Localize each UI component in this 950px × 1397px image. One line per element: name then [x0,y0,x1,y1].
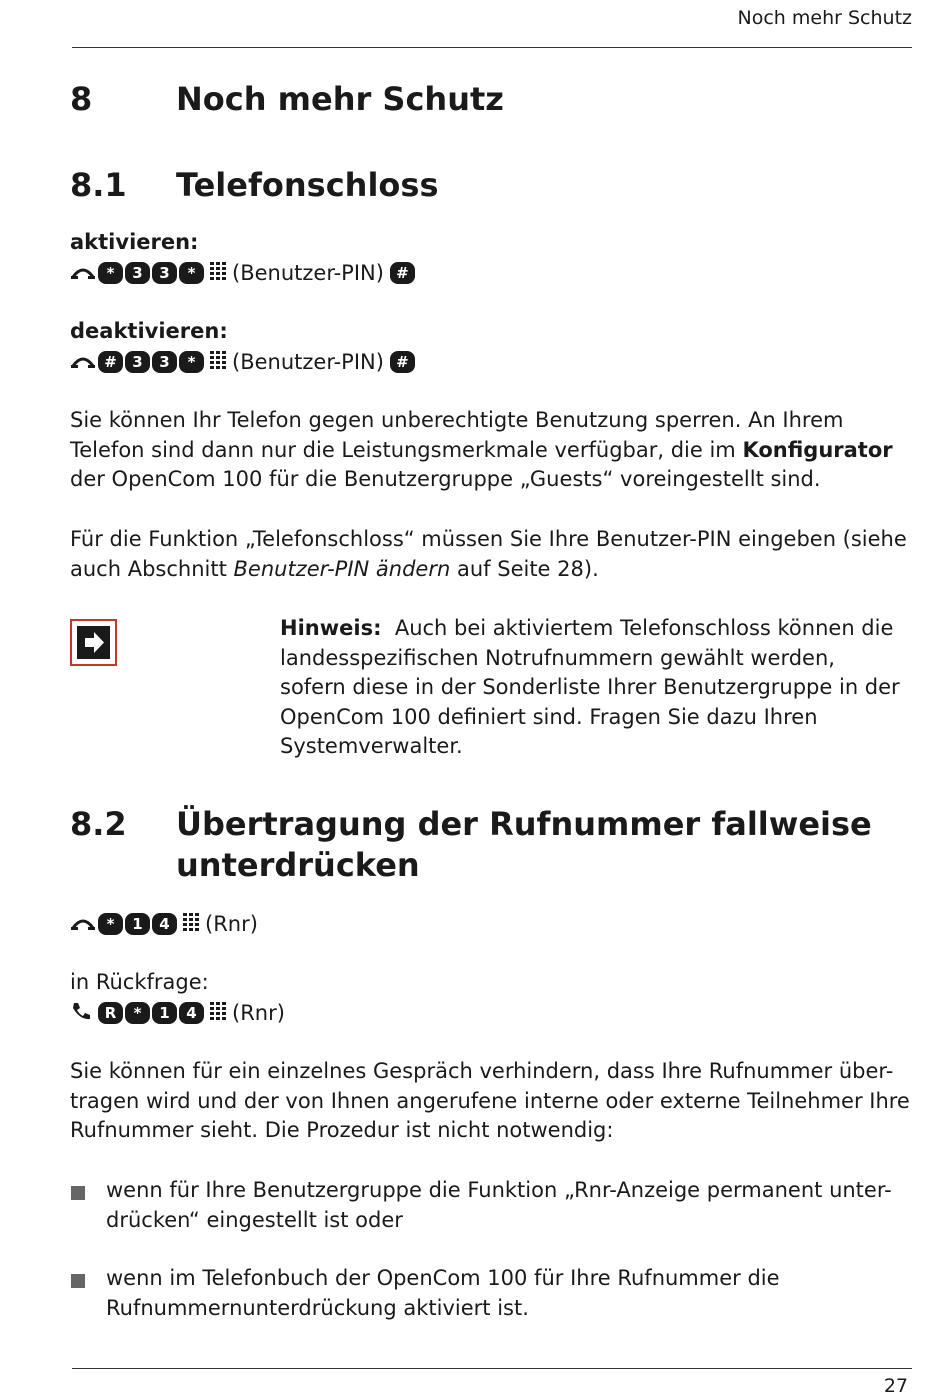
key-hash-icon: # [390,351,415,373]
key-hash-icon: # [98,351,123,373]
note-arrow-icon [70,619,117,666]
key-3-icon: 3 [152,351,177,373]
note-body: Auch bei aktiviertem Telefonschloss können die landesspezifischen Notrufnummern gewählt werden, sofern diese in der Sonderliste Ihrer Benutzergruppe in der OpenCom 100 definiert sind. Fragen Sie dazu Ihren Systemverwalter. [280,616,900,758]
deactivate-label: deaktivieren: [70,319,228,343]
pin-param: (Benutzer-PIN) [232,261,384,285]
keypad-icon [210,261,226,285]
running-header: Noch mehr Schutz [737,7,912,29]
handset-offhook-icon [70,1000,96,1027]
section-heading-8-2 [70,804,872,886]
section-title: Telefonschloss [176,166,439,204]
key-star-icon: * [125,1002,150,1024]
section-title-line: Übertragung der Rufnummer fallweise [176,805,872,843]
key-4-icon: 4 [179,1002,204,1024]
key-star-icon: * [179,262,204,284]
keypad-icon [210,350,226,374]
footer-rule [72,1368,912,1369]
key-star-icon: * [179,351,204,373]
page-number: 27 [883,1375,908,1397]
header-rule [72,47,912,48]
handset-lift-icon [70,912,96,937]
section-title-line: unterdrücken [176,846,420,884]
paragraph-lock-intro [70,406,910,495]
bullet-square-icon [71,1186,85,1200]
handset-lift-icon [70,261,96,286]
paragraph-text: Sie können Ihr Telefon gegen unberechtigte Benutzung sperren. An Ihrem Telefon sind dann nur die Leistungsmerkmale verfügbar, die im [70,408,844,462]
key-star-icon: * [98,913,123,935]
key-star-icon: * [98,262,123,284]
activate-label: aktivieren: [70,230,199,254]
note-text [280,614,905,762]
bullet-square-icon [71,1274,85,1288]
suppress-sequence [70,911,258,937]
paragraph-suppress [70,1057,910,1146]
list-item-line: wenn im Telefonbuch der OpenCom 100 für Ihre Rufnummer die [106,1266,780,1290]
paragraph-line: Sie können für ein einzelnes Gespräch verhindern, dass Ihre Rufnummer über- [70,1059,894,1083]
paragraph-line: tragen wird und der von Ihnen angerufene interne oder externe Teilnehmer Ihre [70,1088,910,1113]
keypad-icon [183,912,199,936]
handset-lift-icon [70,350,96,375]
inquiry-label: in Rückfrage: [70,970,209,994]
key-1-icon: 1 [152,1002,177,1024]
key-4-icon: 4 [152,913,177,935]
key-3-icon: 3 [152,262,177,284]
key-3-icon: 3 [125,262,150,284]
list-item-line: drücken“ eingestellt ist oder [106,1207,403,1232]
activate-sequence [70,260,417,286]
paragraph-line: Rufnummer sieht. Die Prozedur ist nicht notwendig: [70,1118,614,1142]
paragraph-lock-pin [70,525,910,584]
keypad-icon [210,1001,226,1025]
list-item [106,1176,906,1235]
section-number: 8.2 [70,805,127,843]
rnr-param: (Rnr) [232,1001,285,1025]
rnr-param: (Rnr) [205,912,258,936]
note-label: Hinweis: [280,616,382,640]
section-title [176,804,872,886]
list-item-line: Rufnummernunterdrückung aktiviert ist. [106,1295,529,1320]
list-item-line: wenn für Ihre Benutzergruppe die Funktion „Rnr-Anzeige permanent unter- [106,1178,892,1202]
cross-reference: Benutzer-PIN ändern [233,556,451,581]
paragraph-text: auf Seite 28). [450,556,599,581]
chapter-heading [70,80,504,118]
key-1-icon: 1 [125,913,150,935]
inquiry-sequence [70,1000,285,1026]
section-heading-8-1 [70,165,438,206]
key-hash-icon: # [390,262,415,284]
paragraph-text: Für die Funktion „Telefonschloss“ müssen Sie Ihre Benutzer-PIN eingeben (siehe auch Abschnitt [70,527,907,581]
pin-param: (Benutzer-PIN) [232,350,384,374]
list-item [106,1264,906,1323]
chapter-title: Noch mehr Schutz [176,80,504,118]
konfigurator-term: Konfigurator [742,437,893,462]
section-number: 8.1 [70,166,127,204]
chapter-number: 8 [70,80,93,118]
paragraph-text: der OpenCom 100 für die Benutzergruppe „Guests“ voreingestellt sind. [70,467,821,491]
key-3-icon: 3 [125,351,150,373]
deactivate-sequence [70,349,417,375]
key-r-icon: R [98,1002,123,1024]
